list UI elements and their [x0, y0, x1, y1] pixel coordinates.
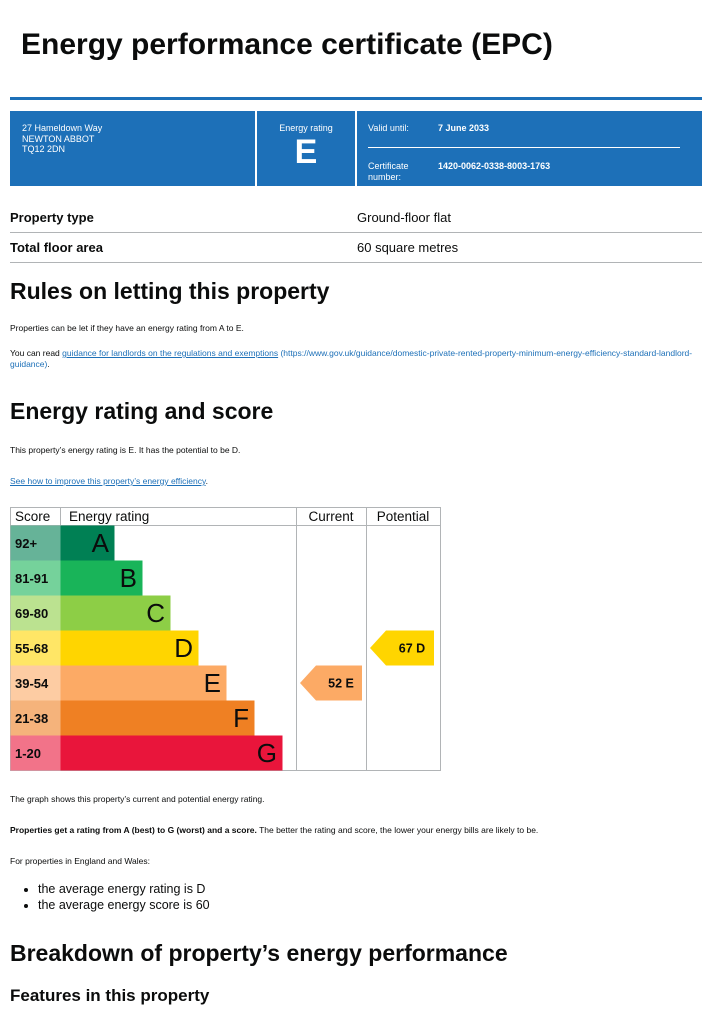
guidance-suffix: .: [47, 359, 50, 369]
address-line: TQ12 2DN: [22, 144, 66, 154]
property-address: [22, 123, 102, 155]
energy-rating-letter: E: [294, 133, 318, 171]
score-range-label: 92+: [15, 536, 38, 551]
score-range-label: 39-54: [15, 676, 49, 691]
rating-band-letter: A: [91, 528, 109, 558]
rating-scale-bold: Properties get a rating from A (best) to G (worst) and a score.: [10, 825, 257, 835]
list-item: • the average energy rating is D: [38, 881, 210, 897]
potential-rating-label: 67 D: [398, 641, 426, 656]
chart-header-2: Energy rating: [69, 509, 150, 524]
features-heading: Features in this property: [10, 986, 210, 1005]
address-line: 27 Hameldown Way: [22, 123, 103, 133]
rating-band-letter: B: [119, 563, 137, 593]
current-rating-label: 52 E: [328, 676, 354, 691]
title-divider: [10, 97, 702, 100]
floor-area-value: 60 square metres: [357, 240, 459, 255]
row-divider: [10, 262, 702, 263]
certificate-number-label: [368, 161, 409, 182]
valid-until-label: Valid until:: [368, 123, 409, 133]
certificate-number-value: 1420-0062-0338-8003-1763: [438, 161, 551, 171]
england-wales-text: For properties in England and Wales:: [10, 856, 151, 866]
chart-header-1: Score: [15, 509, 51, 524]
address-line: NEWTON ABBOT: [22, 133, 95, 144]
improve-suffix: .: [205, 476, 208, 486]
page-title: Energy performance certificate (EPC): [21, 28, 553, 61]
graph-explanation: The graph shows this property’s current and potential energy rating.: [10, 794, 265, 804]
chart-header-4: Potential: [376, 509, 430, 524]
rating-heading: Energy rating and score: [10, 398, 274, 424]
rating-band-letter: C: [146, 598, 165, 628]
rating-scale-rest: The better the rating and score, the lower your energy bills are likely to be.: [256, 825, 539, 835]
rules-heading: Rules on letting this property: [10, 278, 330, 304]
certificate-label-line: Certificate: [368, 161, 409, 171]
guidance-url: (https://www.gov.uk/guidance/domestic-private-rented-property-minimum-energy-efficiency-standard-landlord-guidance): [10, 348, 693, 369]
certificate-banner: [10, 111, 702, 186]
energy-rating-chart: [10, 507, 442, 772]
averages-list: [22, 881, 210, 913]
score-range-label: 69-80: [15, 606, 49, 621]
row-divider: [10, 232, 702, 233]
score-range-label: 21-38: [15, 711, 49, 726]
chart-bands: [11, 526, 283, 771]
chart-header-3: Current: [308, 509, 354, 524]
banner-inner-divider: [368, 147, 680, 148]
floor-area-label: Total floor area: [10, 240, 103, 255]
property-type-label: Property type: [10, 210, 94, 225]
valid-until-value: 7 June 2033: [438, 123, 490, 133]
rating-scale-paragraph: [10, 825, 705, 836]
rating-band-bar: [61, 666, 227, 701]
improve-efficiency-link[interactable]: See how to improve this property’s energy efficiency: [10, 476, 206, 486]
breakdown-heading: Breakdown of property’s energy performance: [10, 940, 508, 966]
score-range-label: 55-68: [15, 641, 49, 656]
score-range-label: 81-91: [15, 571, 49, 586]
guidance-paragraph: [10, 348, 705, 370]
improve-paragraph: [10, 476, 705, 487]
rating-band-letter: E: [203, 668, 221, 698]
score-range-label: 1-20: [15, 746, 42, 761]
rating-band-letter: D: [174, 633, 193, 663]
property-type-value: Ground-floor flat: [357, 210, 451, 225]
certificate-label-line: number:: [368, 171, 402, 182]
guidance-prefix: You can read: [10, 348, 63, 358]
rating-band-bar: [61, 736, 283, 771]
rules-paragraph: Properties can be let if they have an energy rating from A to E.: [10, 323, 244, 333]
rating-band-letter: F: [233, 703, 249, 733]
guidance-link[interactable]: guidance for landlords on the regulations and exemptions: [62, 348, 279, 358]
rating-paragraph: This property’s energy rating is E. It has the potential to be D.: [10, 445, 241, 455]
energy-rating-label: Energy rating: [279, 123, 333, 133]
banner-divider: [355, 111, 357, 186]
rating-band-bar: [61, 701, 255, 736]
rating-band-letter: G: [256, 738, 277, 768]
list-item: • the average energy score is 60: [38, 897, 210, 913]
